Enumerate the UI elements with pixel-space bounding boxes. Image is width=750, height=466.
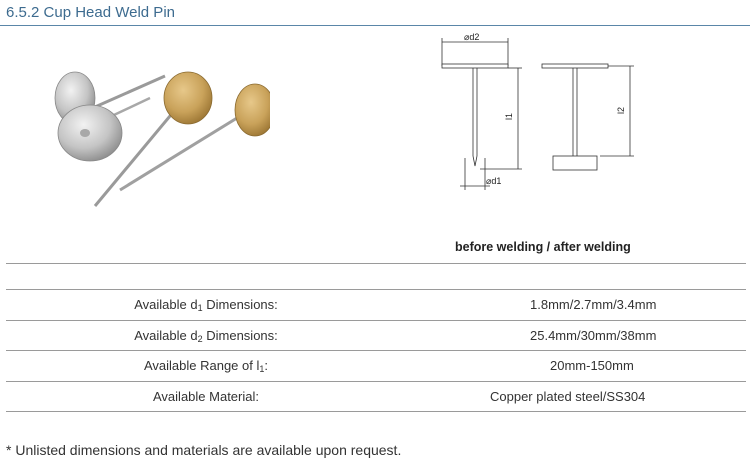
spec-value: Copper plated steel/SS304 (490, 389, 646, 404)
table-bottom-rule (6, 411, 746, 412)
spec-value: 1.8mm/2.7mm/3.4mm (530, 297, 657, 312)
section-title: 6.5.2 Cup Head Weld Pin (6, 4, 175, 21)
cup-center (80, 129, 90, 137)
title-divider (0, 25, 750, 26)
copper-cup-head (235, 84, 270, 136)
d1-label: ⌀d1 (486, 176, 502, 186)
l1-label: l1 (504, 112, 514, 120)
spec-label: Available $d_2$ Dimensions: (134, 328, 278, 344)
spec-label: Available $d_1$ Dimensions: (134, 297, 278, 313)
footnote: * Unlisted dimensions and materials are available upon request. (6, 442, 402, 458)
spec-row (6, 290, 746, 320)
copper-cup-head (164, 72, 212, 124)
d2-label: ⌀d2 (464, 32, 480, 42)
drawing-caption: before welding / after welding (455, 240, 631, 254)
technical-drawing (420, 28, 645, 203)
spec-row (6, 321, 746, 351)
spec-label: Available Range of $l_1$: (143, 358, 269, 374)
table-top-rule (6, 263, 746, 264)
spec-row (6, 382, 746, 412)
weld-pin-photo (40, 58, 270, 218)
spec-value: 20mm-150mm (550, 358, 634, 373)
l2-label: l2 (616, 106, 626, 114)
spec-label: Available Material: (153, 389, 259, 404)
spec-row (6, 351, 746, 381)
spec-value: 25.4mm/30mm/38mm (530, 328, 657, 343)
